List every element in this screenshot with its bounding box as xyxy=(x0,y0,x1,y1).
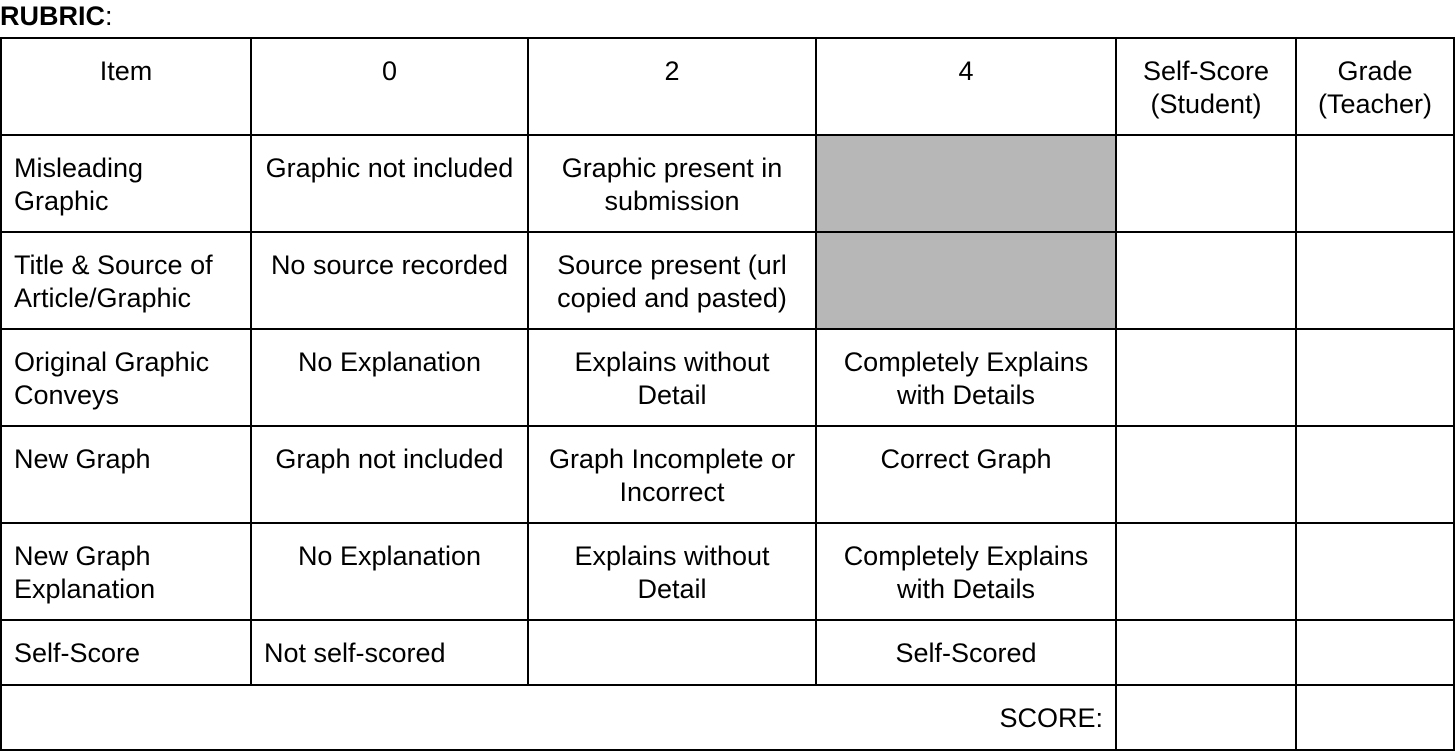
row-score-2-cell: Explains without Detail xyxy=(528,523,816,620)
row-item-new-graph: New Graph xyxy=(1,426,251,523)
row-score-4-cell: Correct Graph xyxy=(816,426,1116,523)
score-label: SCORE: xyxy=(1,685,1116,750)
score-row xyxy=(1,685,1454,750)
row-score-4-cell: Completely Explains with Details xyxy=(816,329,1116,426)
rubric-table xyxy=(0,37,1455,751)
header-score-4-label: 4 xyxy=(958,56,974,86)
table-row xyxy=(1,329,1454,426)
rubric-heading-bold: RUBRIC xyxy=(0,1,105,31)
table-row xyxy=(1,426,1454,523)
self-score-input-cell[interactable] xyxy=(1116,135,1296,232)
rubric-heading xyxy=(0,0,113,34)
row-item-original-graphic: Original Graphic Conveys xyxy=(1,329,251,426)
row-score-2-cell: Explains without Detail xyxy=(528,329,816,426)
table-row xyxy=(1,135,1454,232)
row-score-4-shaded-cell xyxy=(816,232,1116,329)
grade-input-cell[interactable] xyxy=(1296,329,1454,426)
grade-input-cell[interactable] xyxy=(1296,135,1454,232)
header-grade-line1: Grade xyxy=(1337,56,1413,86)
header-score-4 xyxy=(816,38,1116,135)
row-score-0-cell: Graph not included xyxy=(251,426,528,523)
rubric-heading-colon: : xyxy=(105,1,113,31)
row-score-0-cell: Graphic not included xyxy=(251,135,528,232)
header-self-score xyxy=(1116,38,1296,135)
table-row xyxy=(1,523,1454,620)
self-score-input-cell[interactable] xyxy=(1116,232,1296,329)
row-score-2-cell: Graphic present in submission xyxy=(528,135,816,232)
header-item-label: Item xyxy=(99,56,153,86)
row-item-title-source: Title & Source of Article/Graphic xyxy=(1,232,251,329)
header-score-0 xyxy=(251,38,528,135)
header-score-2 xyxy=(528,38,816,135)
table-header-row xyxy=(1,38,1454,135)
grade-input-cell[interactable] xyxy=(1296,232,1454,329)
self-score-input-cell[interactable] xyxy=(1116,523,1296,620)
header-grade xyxy=(1296,38,1454,135)
row-score-2-cell: Graph Incomplete or Incorrect xyxy=(528,426,816,523)
header-item xyxy=(1,38,251,135)
row-score-2-cell xyxy=(528,620,816,685)
row-score-4-shaded-cell xyxy=(816,135,1116,232)
self-score-input-cell[interactable] xyxy=(1116,329,1296,426)
header-grade-line2: (Teacher) xyxy=(1317,89,1433,119)
header-score-0-label: 0 xyxy=(381,56,398,86)
row-item-misleading-graphic: Misleading Graphic xyxy=(1,135,251,232)
row-score-0-cell: No Explanation xyxy=(251,329,528,426)
header-score-2-label: 2 xyxy=(664,56,680,86)
row-score-0-cell: No Explanation xyxy=(251,523,528,620)
self-score-total-cell[interactable] xyxy=(1116,685,1296,750)
self-score-input-cell[interactable] xyxy=(1116,426,1296,523)
row-score-4-cell: Completely Explains with Details xyxy=(816,523,1116,620)
table-row xyxy=(1,620,1454,685)
row-score-2-cell: Source present (url copied and pasted) xyxy=(528,232,816,329)
header-self-score-line2: (Student) xyxy=(1150,89,1262,119)
row-item-self-score: Self-Score xyxy=(1,620,251,685)
row-score-0-cell: No source recorded xyxy=(251,232,528,329)
grade-input-cell[interactable] xyxy=(1296,620,1454,685)
grade-input-cell[interactable] xyxy=(1296,523,1454,620)
grade-input-cell[interactable] xyxy=(1296,426,1454,523)
row-score-4-cell: Self-Scored xyxy=(816,620,1116,685)
row-score-0-cell: Not self-scored xyxy=(251,620,528,685)
header-self-score-line1: Self-Score xyxy=(1142,56,1270,86)
table-row xyxy=(1,232,1454,329)
grade-total-cell[interactable] xyxy=(1296,685,1454,750)
self-score-input-cell[interactable] xyxy=(1116,620,1296,685)
row-item-new-graph-explanation: New Graph Explanation xyxy=(1,523,251,620)
